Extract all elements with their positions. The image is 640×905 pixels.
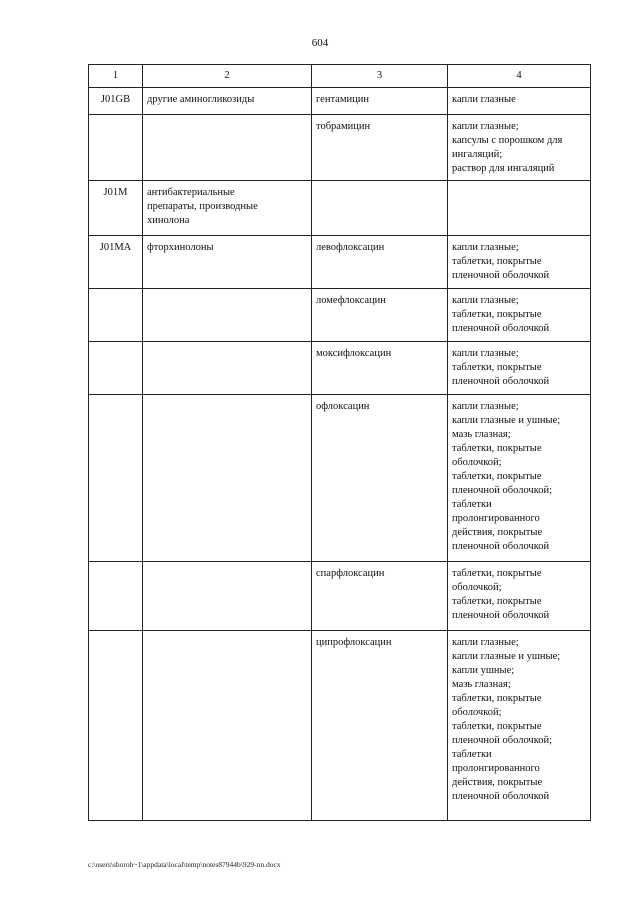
dosage-form-line: таблетки, покрытые	[452, 443, 542, 454]
dosage-form-line: действия, покрытые	[452, 527, 543, 538]
dosage-forms-cell	[448, 342, 591, 395]
drug-name-cell: левофлоксацин	[312, 236, 448, 289]
group-cell	[143, 562, 312, 631]
drug-name-cell	[312, 181, 448, 236]
table-row	[89, 562, 591, 631]
dosage-form-line: ингаляций;	[452, 149, 503, 160]
dosage-form-line: таблетки, покрытые	[452, 309, 542, 320]
group-cell	[143, 342, 312, 395]
dosage-form-line: пленочной оболочкой	[452, 323, 550, 334]
group-line: хинолона	[147, 215, 190, 226]
dosage-form-line: пленочной оболочкой	[452, 791, 550, 802]
dosage-form-line: капсулы с порошком для	[452, 135, 563, 146]
dosage-forms-cell	[448, 181, 591, 236]
group-line: фторхинолоны	[147, 242, 214, 253]
drug-table	[88, 64, 591, 821]
dosage-form-line: таблетки, покрытые	[452, 721, 542, 732]
drug-name-cell: моксифлоксацин	[312, 342, 448, 395]
dosage-forms-cell	[448, 289, 591, 342]
group-cell	[143, 236, 312, 289]
dosage-form-line: капли ушные;	[452, 665, 515, 676]
table-row	[89, 342, 591, 395]
dosage-forms-cell	[448, 562, 591, 631]
table-row	[89, 236, 591, 289]
dosage-form-line: пленочной оболочкой	[452, 270, 550, 281]
table-row	[89, 115, 591, 181]
footer-file-path: c:\users\shoroh~1\appdata\local\temp\notes87944b\929-nn.docx	[88, 860, 281, 869]
drug-name-cell: спарфлоксацин	[312, 562, 448, 631]
dosage-form-line: пленочной оболочкой	[452, 376, 550, 387]
dosage-form-line: капли глазные	[452, 94, 516, 105]
dosage-form-line: пролонгированного	[452, 513, 540, 524]
dosage-form-line: таблетки	[452, 499, 492, 510]
atc-code-cell: J01MA	[89, 236, 143, 289]
atc-code-cell	[89, 289, 143, 342]
dosage-form-line: мазь глазная;	[452, 429, 511, 440]
dosage-forms-cell	[448, 236, 591, 289]
dosage-form-line: таблетки, покрытые	[452, 471, 542, 482]
dosage-form-line: пролонгированного	[452, 763, 540, 774]
atc-code-cell	[89, 115, 143, 181]
group-line: препараты, производные	[147, 201, 258, 212]
dosage-form-line: капли глазные;	[452, 242, 519, 253]
dosage-form-line: таблетки	[452, 749, 492, 760]
table-row	[89, 631, 591, 821]
dosage-form-line: действия, покрытые	[452, 777, 543, 788]
dosage-form-line: капли глазные;	[452, 401, 519, 412]
drug-name-cell: офлоксацин	[312, 395, 448, 562]
page-number: 604	[311, 37, 329, 49]
dosage-form-line: таблетки, покрытые	[452, 362, 542, 373]
dosage-form-line: оболочкой;	[452, 457, 502, 468]
dosage-form-line: оболочкой;	[452, 582, 502, 593]
group-cell	[143, 181, 312, 236]
dosage-form-line: мазь глазная;	[452, 679, 511, 690]
dosage-form-line: таблетки, покрытые	[452, 568, 542, 579]
group-cell	[143, 395, 312, 562]
atc-code-cell: J01M	[89, 181, 143, 236]
dosage-form-line: пленочной оболочкой	[452, 610, 550, 621]
atc-code-cell	[89, 395, 143, 562]
table-row	[89, 289, 591, 342]
dosage-form-line: таблетки, покрытые	[452, 256, 542, 267]
dosage-forms-cell	[448, 631, 591, 821]
atc-code-cell: J01GB	[89, 88, 143, 115]
table-header-row	[89, 65, 591, 88]
table-row	[89, 395, 591, 562]
group-cell	[143, 631, 312, 821]
group-cell	[143, 88, 312, 115]
dosage-forms-cell	[448, 115, 591, 181]
drug-name-cell: ципрофлоксацин	[312, 631, 448, 821]
drug-name-cell: тобрамицин	[312, 115, 448, 181]
table-row	[89, 181, 591, 236]
dosage-form-line: капли глазные и ушные;	[452, 415, 561, 426]
dosage-form-line: капли глазные;	[452, 637, 519, 648]
dosage-form-line: пленочной оболочкой	[452, 541, 550, 552]
atc-code-cell	[89, 342, 143, 395]
group-cell	[143, 289, 312, 342]
dosage-form-line: оболочкой;	[452, 707, 502, 718]
header-col-1: 1	[89, 65, 143, 88]
dosage-form-line: таблетки, покрытые	[452, 596, 542, 607]
dosage-form-line: капли глазные;	[452, 121, 519, 132]
dosage-form-line: пленочной оболочкой;	[452, 735, 553, 746]
dosage-form-line: капли глазные и ушные;	[452, 651, 561, 662]
group-line: антибактериальные	[147, 187, 235, 198]
dosage-form-line: капли глазные;	[452, 348, 519, 359]
dosage-form-line: капли глазные;	[452, 295, 519, 306]
header-col-2: 2	[143, 65, 312, 88]
dosage-forms-cell	[448, 88, 591, 115]
table-row	[89, 88, 591, 115]
atc-code-cell	[89, 562, 143, 631]
group-cell	[143, 115, 312, 181]
dosage-form-line: раствор для ингаляций	[452, 163, 555, 174]
header-col-3: 3	[312, 65, 448, 88]
atc-code-cell	[89, 631, 143, 821]
dosage-form-line: таблетки, покрытые	[452, 693, 542, 704]
drug-name-cell: гентамицин	[312, 88, 448, 115]
drug-name-cell: ломефлоксацин	[312, 289, 448, 342]
dosage-form-line: пленочной оболочкой;	[452, 485, 553, 496]
header-col-4: 4	[448, 65, 591, 88]
group-line: другие аминогликозиды	[147, 94, 255, 105]
dosage-forms-cell	[448, 395, 591, 562]
